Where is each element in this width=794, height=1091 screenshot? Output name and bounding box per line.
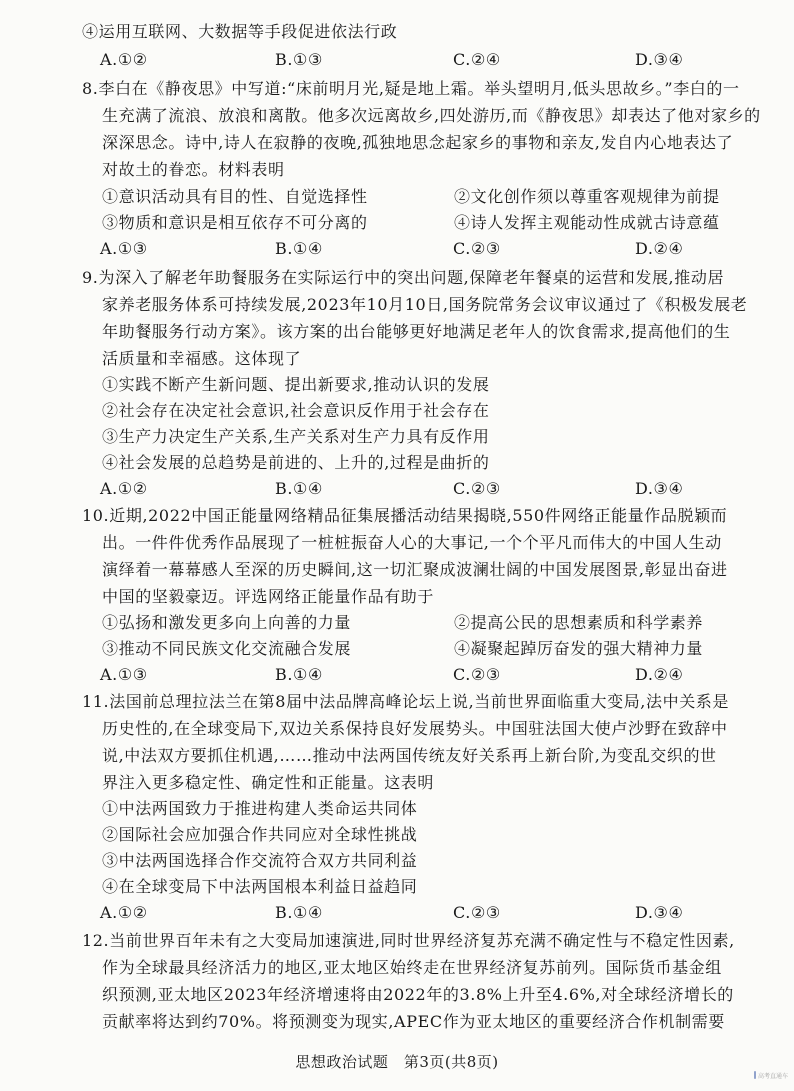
q7-option-d: D.③④ — [635, 50, 684, 69]
page-footer: 思想政治试题 第3页(共8页) — [295, 1053, 499, 1071]
q11-item-4: ④在全球变局下中法两国根本利益日益趋同 — [102, 877, 418, 896]
q10-stem-line-1: 10.近期,2022中国正能量网络精品征集展播活动结果揭晓,550件网络正能量作品脱颖而 — [82, 506, 728, 525]
q11-options — [82, 903, 742, 923]
q8-item-1: ①意识活动具有目的性、自觉选择性 — [102, 187, 368, 206]
q10-item-4: ④凝聚起踔厉奋发的强大精神力量 — [454, 639, 704, 658]
q11-stem-line-4: 界注入更多稳定性、确定性和正能量。这表明 — [102, 773, 435, 792]
q10-stem-line-3: 演绎着一幕幕感人至深的历史瞬间,这一切汇聚成波澜壮阔的中国发展图景,彰显出奋进 — [102, 560, 728, 579]
q10-option-a: A.①③ — [100, 665, 148, 684]
q9-option-d: D.③④ — [635, 479, 684, 498]
q11-item-1: ①中法两国致力于推进构建人类命运共同体 — [102, 799, 418, 818]
q9-option-b: B.①④ — [275, 479, 323, 498]
q9-item-2: ②社会存在决定社会意识,社会意识反作用于社会存在 — [102, 401, 490, 420]
q9-item-4: ④社会发展的总趋势是前进的、上升的,过程是曲折的 — [102, 453, 490, 472]
q11-stem-line-1: 11.法国前总理拉法兰在第8届中法品牌高峰论坛上说,当前世界面临重大变局,法中关系是 — [82, 692, 729, 711]
q11-option-a: A.①② — [100, 903, 148, 922]
q8-item-3: ③物质和意识是相互依存不可分离的 — [102, 213, 368, 232]
watermark-logo — [754, 1068, 788, 1082]
q9-stem-line-4: 活质量和幸福感。这体现了 — [102, 349, 302, 368]
q8-items-row-1 — [102, 187, 762, 207]
q7-options — [82, 50, 742, 70]
q12-stem-line-3: 织预测,亚太地区2023年经济增速将由2022年的3.8%上升至4.6%,对全球经济增长的 — [102, 985, 734, 1004]
q9-stem-line-1: 9.为深入了解老年助餐服务在实际运行中的突出问题,保障老年餐桌的运营和发展,推动居 — [82, 268, 725, 287]
q8-stem-line-2: 生充满了流浪、放浪和离散。他多次远离故乡,四处游历,而《静夜思》却表达了他对家乡的 — [102, 106, 761, 125]
logo-text: 高考直通车 — [757, 1072, 788, 1080]
q8-item-2: ②文化创作须以尊重客观规律为前提 — [454, 187, 720, 206]
q11-option-c: C.②③ — [453, 903, 501, 922]
q8-option-d: D.②④ — [635, 239, 684, 258]
q9-item-1: ①实践不断产生新问题、提出新要求,推动认识的发展 — [102, 375, 490, 394]
q9-option-a: A.①② — [100, 479, 148, 498]
q12-stem-line-4: 贡献率将达到约70%。将预测变为现实,APEC作为亚太地区的重要经济合作机制需要 — [102, 1012, 725, 1031]
q11-option-b: B.①④ — [275, 903, 323, 922]
q12-stem-line-1: 12.当前世界百年未有之大变局加速演进,同时世界经济复苏充满不确定性与不稳定性因素, — [82, 931, 735, 950]
q10-option-d: D.②④ — [635, 665, 684, 684]
q9-stem-line-2: 家养老服务体系可持续发展,2023年10月10日,国务院常务会议审议通过了《积极发展老 — [102, 295, 748, 314]
q8-stem-line-1: 8.李白在《静夜思》中写道:“床前明月光,疑是地上霜。举头望明月,低头思故乡。”李白的一 — [82, 79, 740, 98]
q8-item-4: ④诗人发挥主观能动性成就古诗意蕴 — [454, 213, 720, 232]
q10-items-row-2 — [102, 639, 762, 659]
q10-items-row-1 — [102, 613, 762, 633]
q8-options — [82, 239, 742, 259]
q12-stem-line-2: 作为全球最具经济活力的地区,亚太地区始终走在世界经济复苏前列。国际货币基金组 — [102, 958, 722, 977]
q11-item-2: ②国际社会应加强合作共同应对全球性挑战 — [102, 825, 418, 844]
q9-options — [82, 479, 742, 499]
q11-item-3: ③中法两国选择合作交流符合双方共同利益 — [102, 851, 418, 870]
q9-stem-line-3: 年助餐服务行动方案》。该方案的出台能够更好地满足老年人的饮食需求,提高他们的生 — [102, 322, 731, 341]
q11-stem-line-3: 说,中法双方要抓住机遇,……推动中法两国传统友好关系再上新台阶,为变乱交织的世 — [102, 746, 717, 765]
q9-option-c: C.②③ — [453, 479, 501, 498]
q9-item-3: ③生产力决定生产关系,生产关系对生产力具有反作用 — [102, 427, 490, 446]
q8-option-a: A.①③ — [100, 239, 148, 258]
q10-option-c: C.②③ — [453, 665, 501, 684]
q10-stem-line-4: 中国的坚毅豪迈。评选网络正能量作品有助于 — [102, 587, 435, 606]
q8-stem-line-3: 深深思念。诗中,诗人在寂静的夜晚,孤独地思念起家乡的事物和亲友,发自内心地表达了 — [102, 133, 734, 152]
q8-option-b: B.①④ — [275, 239, 323, 258]
q10-item-2: ②提高公民的思想素质和科学素养 — [454, 613, 704, 632]
q11-option-d: D.③④ — [635, 903, 684, 922]
q8-option-c: C.②③ — [453, 239, 501, 258]
q10-option-b: B.①④ — [275, 665, 323, 684]
q7-option-b: B.①③ — [275, 50, 323, 69]
q10-item-1: ①弘扬和激发更多向上向善的力量 — [102, 613, 352, 632]
q7-item-4: ④运用互联网、大数据等手段促进依法行政 — [82, 22, 398, 41]
q8-items-row-2 — [102, 213, 762, 233]
q11-stem-line-2: 历史性的,在全球变局下,双边关系保持良好发展势头。中国驻法国大使卢沙野在致辞中 — [102, 719, 728, 738]
q8-stem-line-4: 对故土的眷恋。材料表明 — [102, 160, 285, 179]
q7-option-c: C.②④ — [453, 50, 501, 69]
q10-item-3: ③推动不同民族文化交流融合发展 — [102, 639, 352, 658]
q10-options — [82, 665, 742, 685]
logo-mark-icon — [754, 1071, 756, 1079]
q7-option-a: A.①② — [100, 50, 148, 69]
q10-stem-line-2: 出。一件件优秀作品展现了一桩桩振奋人心的大事记,一个个平凡而伟大的中国人生动 — [102, 533, 722, 552]
